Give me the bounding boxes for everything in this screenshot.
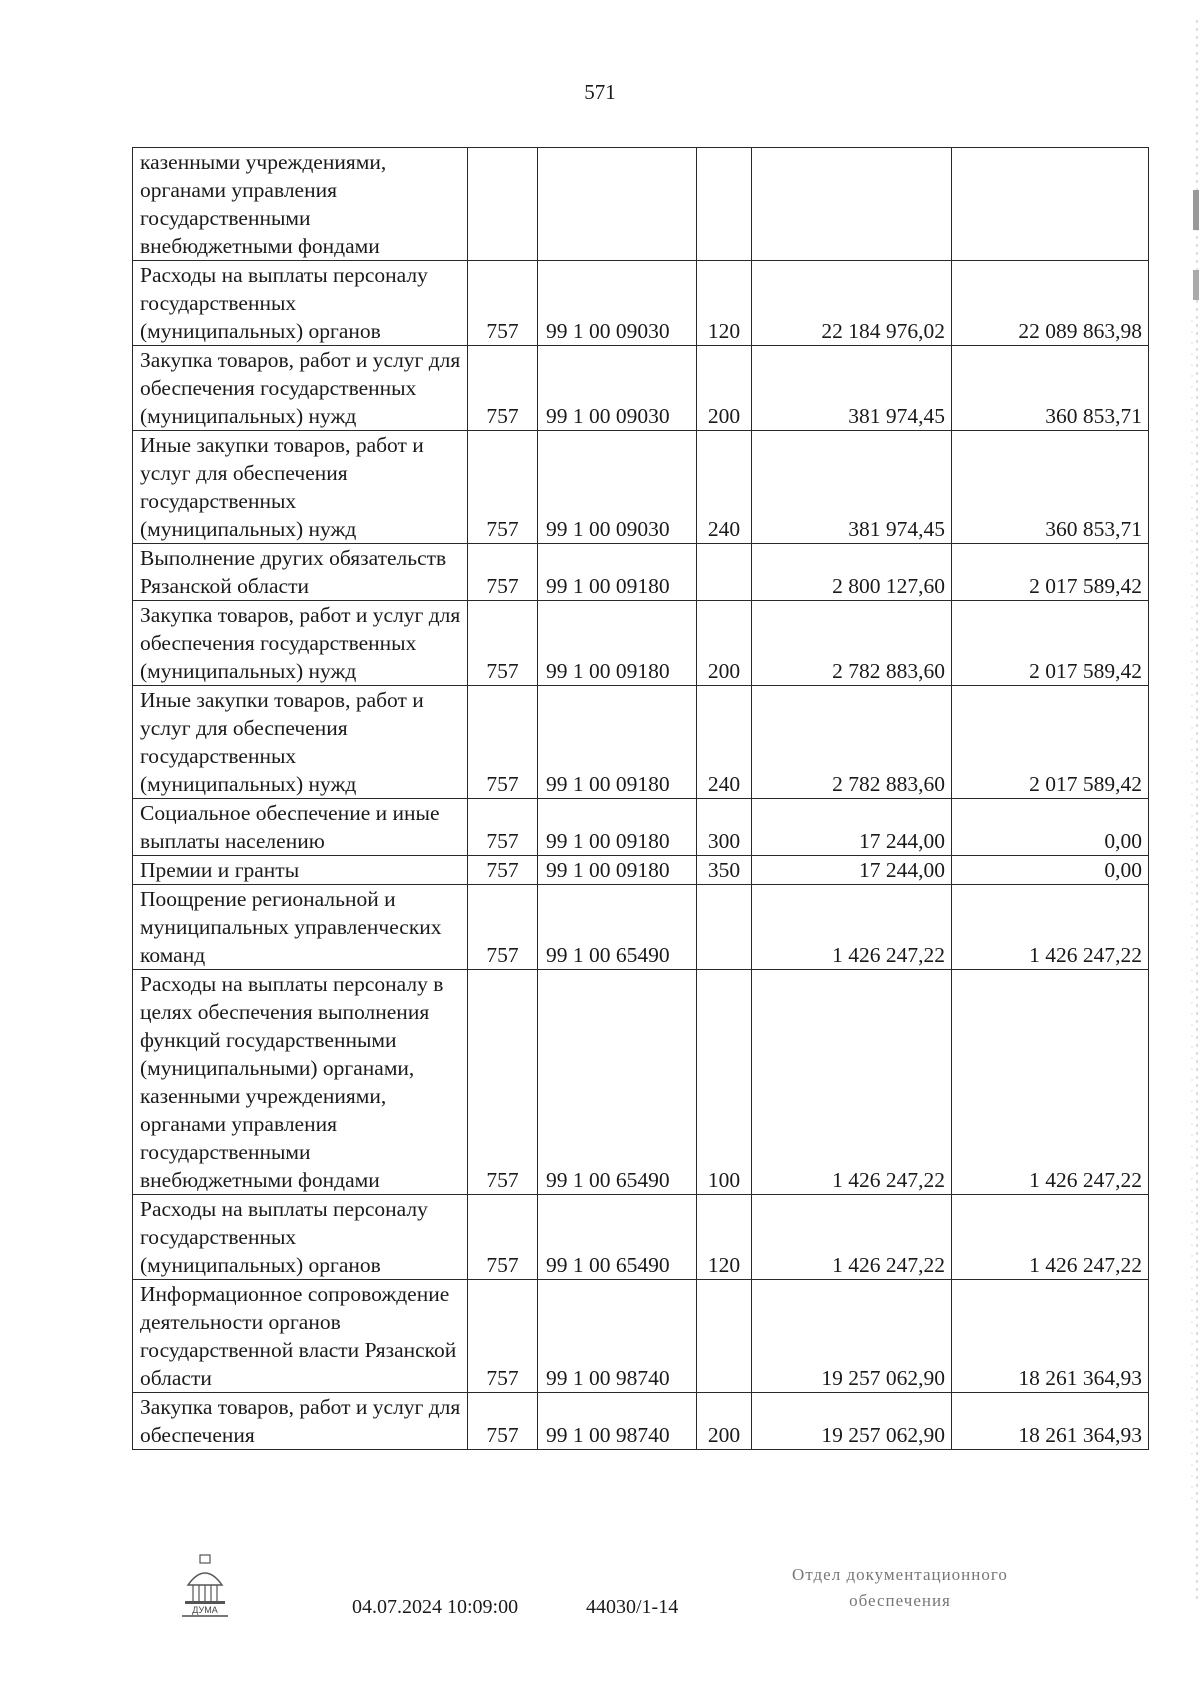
cell-sum-plan: 381 974,45	[752, 431, 952, 544]
cell-name: Информационное сопровождение деятельности органов государственной власти Рязанской области	[133, 1280, 468, 1393]
cell-name: Иные закупки товаров, работ и услуг для обеспечения государственных (муниципальных) нужд	[133, 431, 468, 544]
table-row	[133, 885, 1149, 970]
cell-sum-plan: 19 257 062,90	[752, 1280, 952, 1393]
table-row	[133, 261, 1149, 346]
cell-sum-exec: 0,00	[952, 856, 1149, 885]
table-row	[133, 1393, 1149, 1450]
table-row	[133, 544, 1149, 601]
page-number: 571	[584, 80, 616, 104]
cell-sum-plan: 17 244,00	[752, 799, 952, 856]
cell-sum-plan: 17 244,00	[752, 856, 952, 885]
duma-logo	[180, 1553, 230, 1619]
footer-reg-number: 44030/1-14	[586, 1596, 679, 1618]
cell-sum-exec: 1 426 247,22	[952, 1195, 1149, 1280]
cell-sum-plan: 1 426 247,22	[752, 970, 952, 1195]
cell-name: Закупка товаров, работ и услуг для обеспечения государственных (муниципальных) нужд	[133, 601, 468, 686]
cell-vr: 120	[697, 261, 752, 346]
cell-vr	[697, 885, 752, 970]
cell-csr: 99 1 00 65490	[538, 885, 697, 970]
table-row	[133, 970, 1149, 1195]
cell-ved: 757	[468, 970, 538, 1195]
cell-vr: 300	[697, 799, 752, 856]
cell-vr: 100	[697, 970, 752, 1195]
cell-ved: 757	[468, 346, 538, 431]
cell-ved: 757	[468, 885, 538, 970]
cell-name: Закупка товаров, работ и услуг для обеспечения	[133, 1393, 468, 1450]
cell-csr: 99 1 00 09180	[538, 601, 697, 686]
cell-sum-exec: 2 017 589,42	[952, 686, 1149, 799]
table-row	[133, 1280, 1149, 1393]
cell-csr: 99 1 00 09180	[538, 856, 697, 885]
cell-sum-plan: 2 782 883,60	[752, 601, 952, 686]
cell-vr	[697, 148, 752, 261]
cell-csr: 99 1 00 65490	[538, 970, 697, 1195]
cell-vr: 120	[697, 1195, 752, 1280]
cell-csr: 99 1 00 98740	[538, 1393, 697, 1450]
cell-ved: 757	[468, 431, 538, 544]
cell-name: Выполнение других обязательств Рязанской области	[133, 544, 468, 601]
cell-vr: 240	[697, 686, 752, 799]
cell-vr: 350	[697, 856, 752, 885]
cell-ved	[468, 148, 538, 261]
cell-sum-exec: 360 853,71	[952, 346, 1149, 431]
table-row	[133, 686, 1149, 799]
footer-datetime: 04.07.2024 10:09:00	[352, 1596, 519, 1618]
cell-vr: 240	[697, 431, 752, 544]
cell-name: Социальное обеспечение и иные выплаты населению	[133, 799, 468, 856]
cell-ved: 757	[468, 261, 538, 346]
duma-logo-text: ДУМА	[192, 1605, 218, 1615]
scan-edge-marks	[1188, 0, 1200, 1695]
cell-vr: 200	[697, 601, 752, 686]
cell-ved: 757	[468, 544, 538, 601]
table-row	[133, 1195, 1149, 1280]
cell-ved: 757	[468, 686, 538, 799]
cell-name: Расходы на выплаты персоналу государственных (муниципальных) органов	[133, 1195, 468, 1280]
cell-sum-exec: 22 089 863,98	[952, 261, 1149, 346]
stamp-line-1: Отдел документационного	[792, 1565, 1008, 1584]
table-body	[133, 148, 1149, 1450]
cell-csr: 99 1 00 09180	[538, 799, 697, 856]
cell-sum-plan: 381 974,45	[752, 346, 952, 431]
cell-csr: 99 1 00 09030	[538, 346, 697, 431]
department-stamp	[740, 1562, 1060, 1614]
cell-name: Поощрение региональной и муниципальных управленческих команд	[133, 885, 468, 970]
cell-csr	[538, 148, 697, 261]
cell-ved: 757	[468, 799, 538, 856]
cell-sum-exec: 1 426 247,22	[952, 970, 1149, 1195]
table-row	[133, 346, 1149, 431]
cell-vr: 200	[697, 346, 752, 431]
cell-sum-plan: 19 257 062,90	[752, 1393, 952, 1450]
cell-name: Расходы на выплаты персоналу государственных (муниципальных) органов	[133, 261, 468, 346]
table-row	[133, 856, 1149, 885]
cell-ved: 757	[468, 601, 538, 686]
cell-sum-exec: 18 261 364,93	[952, 1280, 1149, 1393]
table-row	[133, 601, 1149, 686]
table-row	[133, 148, 1149, 261]
cell-sum-plan: 1 426 247,22	[752, 885, 952, 970]
cell-sum-exec: 2 017 589,42	[952, 601, 1149, 686]
cell-ved: 757	[468, 1280, 538, 1393]
table-row	[133, 799, 1149, 856]
cell-name: Закупка товаров, работ и услуг для обеспечения государственных (муниципальных) нужд	[133, 346, 468, 431]
cell-sum-plan: 22 184 976,02	[752, 261, 952, 346]
cell-csr: 99 1 00 98740	[538, 1280, 697, 1393]
cell-sum-plan: 1 426 247,22	[752, 1195, 952, 1280]
cell-name: Иные закупки товаров, работ и услуг для обеспечения государственных (муниципальных) нужд	[133, 686, 468, 799]
cell-csr: 99 1 00 65490	[538, 1195, 697, 1280]
cell-vr: 200	[697, 1393, 752, 1450]
cell-name: Расходы на выплаты персоналу в целях обеспечения выполнения функций государственными (муниципальными) органами, казенными учреждениями, органами управления государственными внебюджетными фондами	[133, 970, 468, 1195]
cell-sum-exec: 1 426 247,22	[952, 885, 1149, 970]
cell-ved: 757	[468, 1393, 538, 1450]
cell-sum-plan	[752, 148, 952, 261]
cell-sum-exec: 360 853,71	[952, 431, 1149, 544]
cell-sum-exec	[952, 148, 1149, 261]
cell-vr	[697, 544, 752, 601]
cell-sum-plan: 2 800 127,60	[752, 544, 952, 601]
cell-csr: 99 1 00 09030	[538, 431, 697, 544]
budget-table	[132, 147, 1149, 1450]
stamp-line-2: обеспечения	[849, 1591, 951, 1610]
cell-vr	[697, 1280, 752, 1393]
cell-csr: 99 1 00 09180	[538, 686, 697, 799]
cell-ved: 757	[468, 856, 538, 885]
cell-sum-exec: 18 261 364,93	[952, 1393, 1149, 1450]
cell-name: казенными учреждениями, органами управления государственными внебюджетными фондами	[133, 148, 468, 261]
table-row	[133, 431, 1149, 544]
cell-csr: 99 1 00 09030	[538, 261, 697, 346]
cell-name: Премии и гранты	[133, 856, 468, 885]
cell-ved: 757	[468, 1195, 538, 1280]
cell-csr: 99 1 00 09180	[538, 544, 697, 601]
cell-sum-exec: 0,00	[952, 799, 1149, 856]
cell-sum-exec: 2 017 589,42	[952, 544, 1149, 601]
cell-sum-plan: 2 782 883,60	[752, 686, 952, 799]
